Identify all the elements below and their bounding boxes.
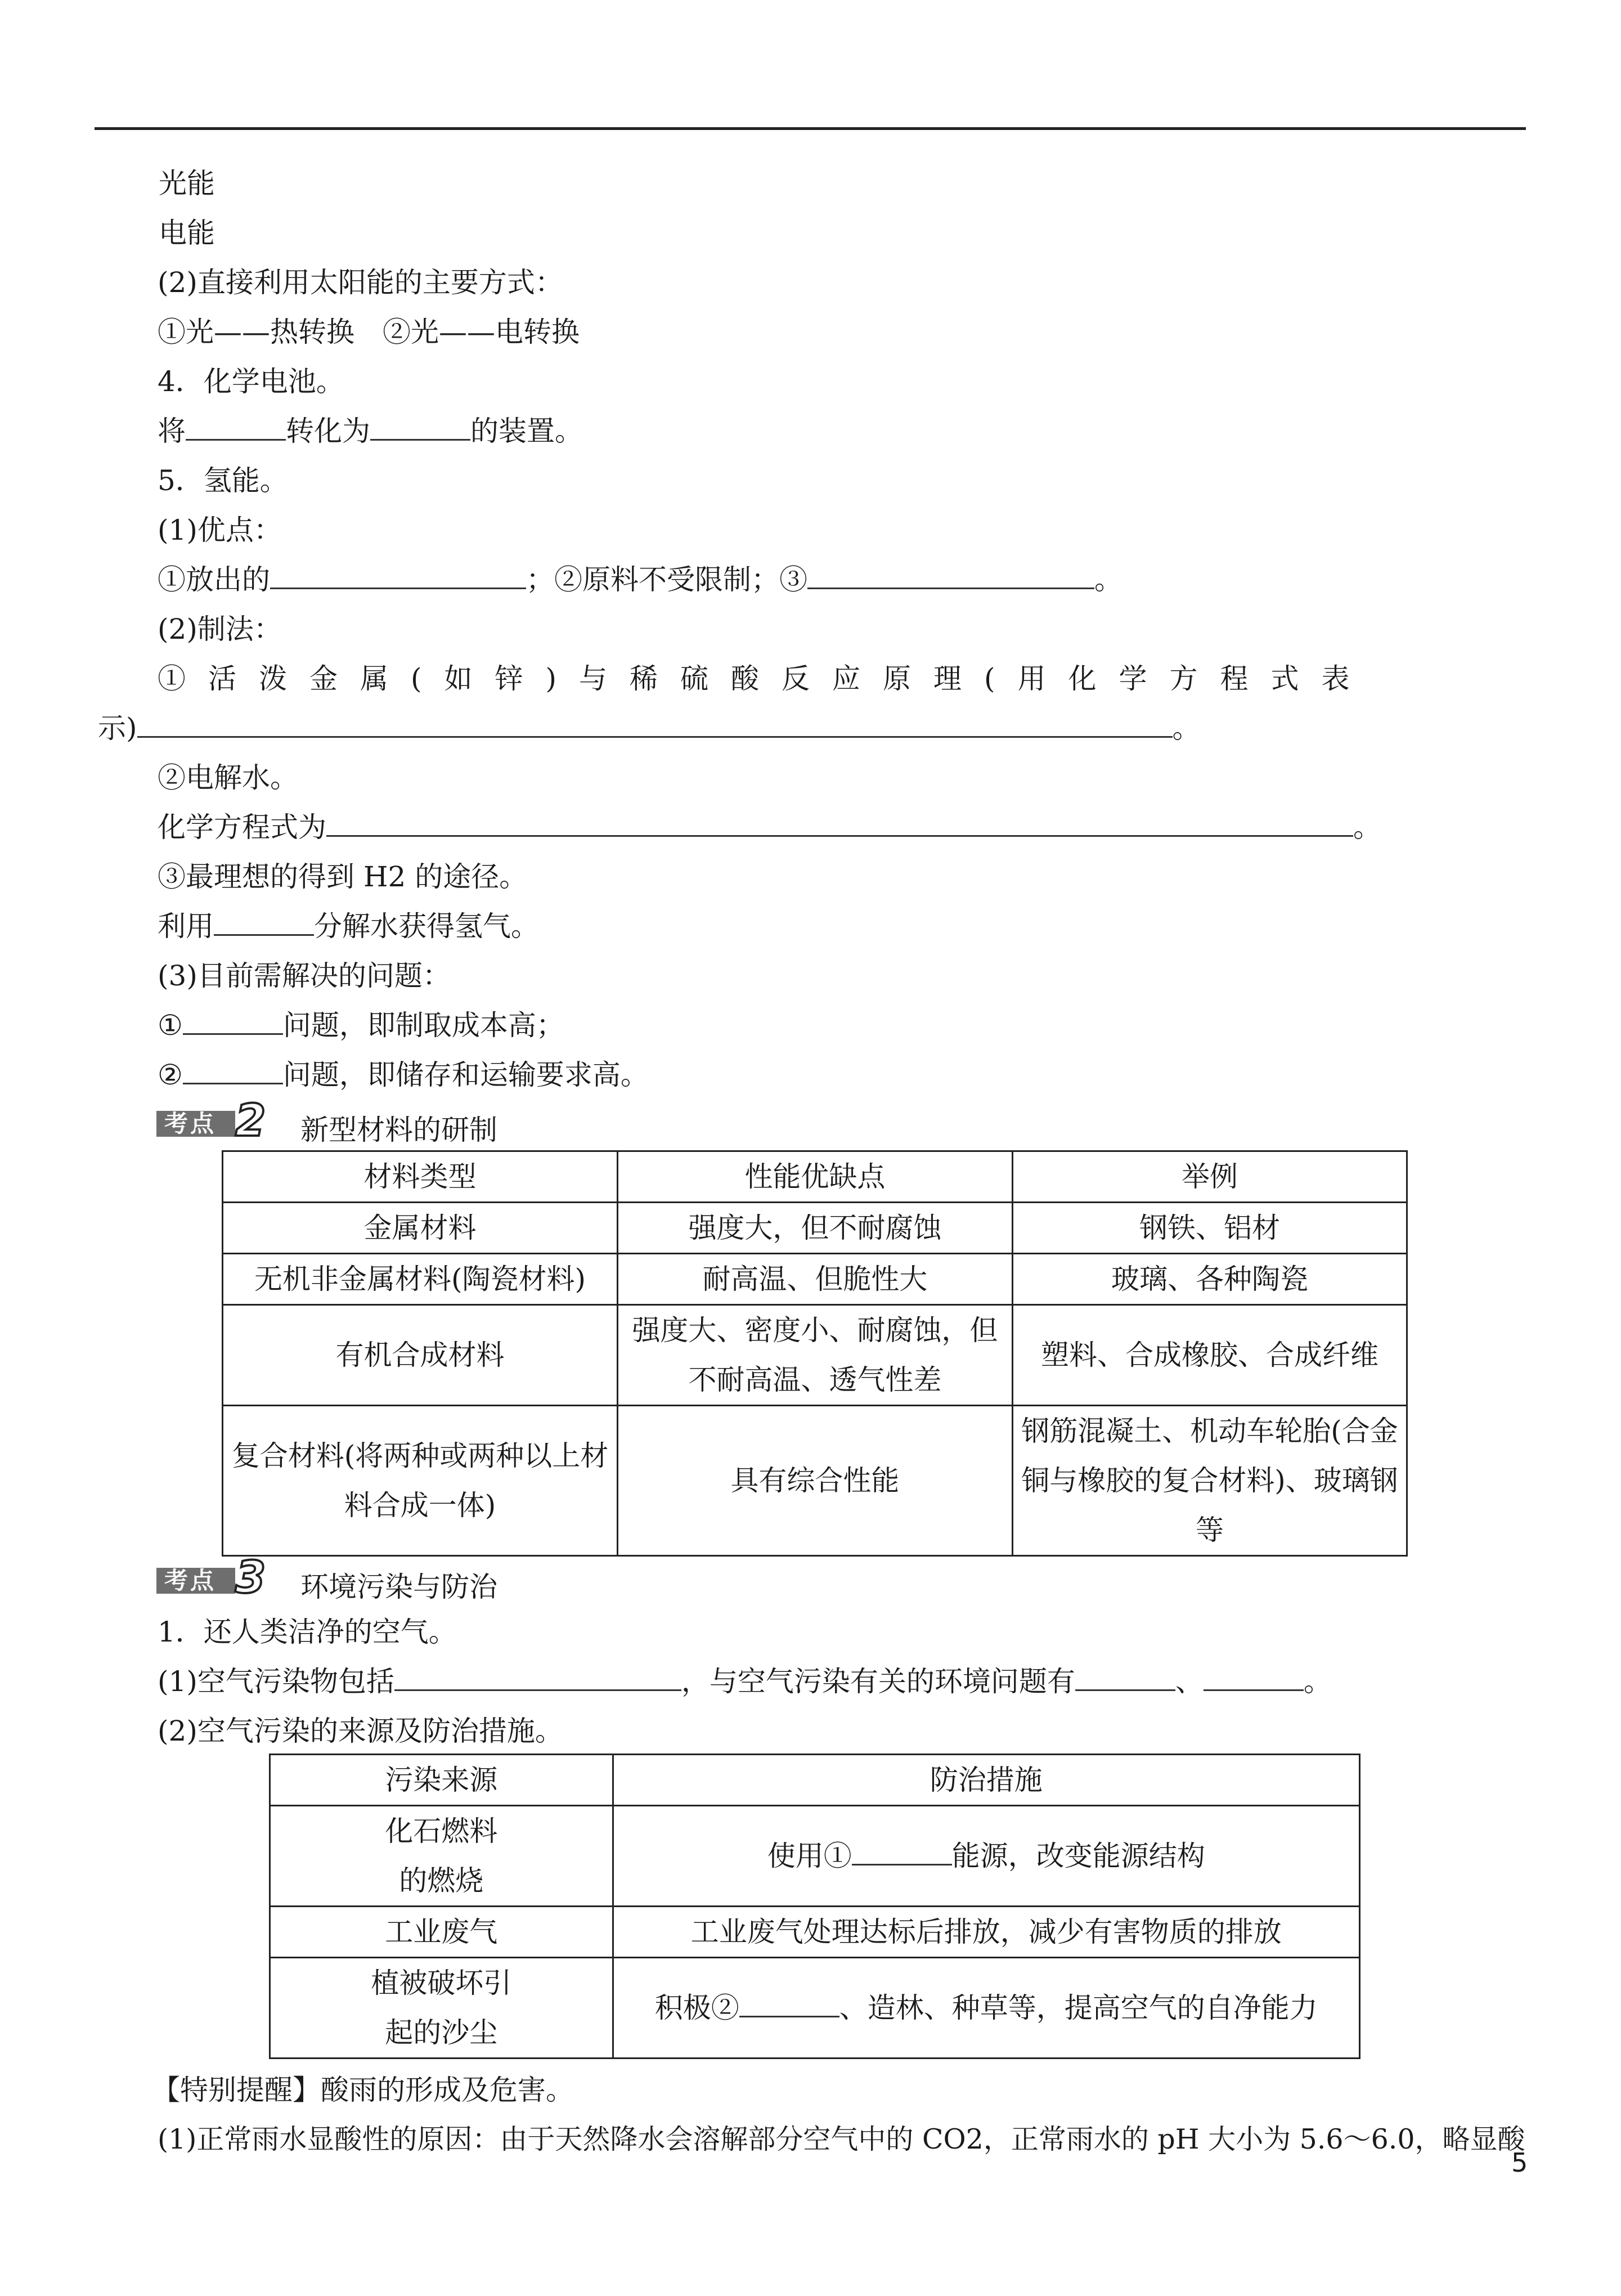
text-line: (2)空气污染的来源及防治措施。 [158, 1715, 563, 1747]
text-fragment: 使用① [767, 1840, 852, 1872]
table-cell: 强度大、密度小、耐腐蚀，但不耐高温、透气性差 [617, 1305, 1012, 1406]
text-fragment: 积极② [654, 1992, 739, 2024]
text-fragment: 将 [158, 415, 186, 447]
text-fragment: 示) [98, 712, 137, 745]
text-fragment: 的装置。 [470, 415, 583, 447]
text-line: (3)目前需解决的问题： [158, 959, 451, 992]
fill-blank-line [158, 1665, 1332, 1698]
table-cell: 钢筋混凝土、机动车轮胎(合金铜与橡胶的复合材料)、玻璃钢等 [1012, 1406, 1407, 1556]
blank [1075, 1665, 1175, 1691]
text-fragment: 。 [1172, 712, 1201, 745]
table-row [223, 1305, 1407, 1406]
text-fragment: 。 [1094, 563, 1122, 596]
text-fragment: 利用 [158, 910, 214, 943]
table-header-cell: 材料类型 [223, 1151, 618, 1203]
text-fragment: 化学方程式为 [158, 811, 326, 844]
table-cell [613, 1806, 1359, 1907]
text-line: (1)优点： [158, 514, 282, 546]
text-fragment: ① [158, 1009, 183, 1042]
text-line: ②电解水。 [158, 761, 298, 794]
text-fragment: 问题，即制取成本高； [282, 1009, 564, 1042]
header-rule [95, 127, 1526, 130]
table-cell [613, 1958, 1359, 2059]
text-line: ③最理想的得到 H2 的途径。 [158, 860, 528, 893]
table-cell: 化石燃料的燃烧 [270, 1806, 613, 1907]
table-header-row [270, 1755, 1360, 1806]
fill-blank-line [158, 414, 583, 448]
text-fragment: 能源，改变能源结构 [951, 1840, 1205, 1872]
badge-number: 2 [235, 1096, 266, 1146]
text-fragment: ② [158, 1059, 183, 1091]
table-row [270, 1806, 1360, 1907]
blank [1204, 1665, 1304, 1691]
fill-blank-line [158, 563, 1122, 597]
table-cell: 工业废气处理达标后排放，减少有害物质的排放 [613, 1907, 1359, 1958]
text-fragment: 转化为 [286, 415, 370, 447]
text-line: (2)直接利用太阳能的主要方式： [158, 266, 563, 299]
text-fragment: ，与空气污染有关的环境问题有 [681, 1665, 1075, 1698]
table-header-row [223, 1151, 1407, 1203]
badge-number: 3 [235, 1553, 266, 1603]
blank [739, 1991, 839, 2017]
blank [270, 563, 526, 589]
table-cell: 工业废气 [270, 1907, 613, 1958]
text-fragment: 。 [1303, 1665, 1332, 1698]
fill-blank-line [158, 1058, 649, 1092]
blank [852, 1839, 952, 1866]
pollution-table [269, 1754, 1360, 2059]
fill-blank-line [158, 810, 1381, 844]
text-line: ①活泼金属(如锌)与稀硫酸反应原理(用化学方程式表 [158, 662, 1372, 695]
text-fragment: (1)空气污染物包括 [158, 1665, 394, 1698]
text-fragment: ；②原料不受限制；③ [526, 563, 807, 596]
page-number: 5 [1511, 2147, 1528, 2178]
table-cell: 具有综合性能 [617, 1406, 1012, 1556]
table-cell: 复合材料(将两种或两种以上材料合成一体) [223, 1406, 618, 1556]
table-header-cell: 性能优缺点 [617, 1151, 1012, 1203]
text-fragment: 分解水获得氢气。 [314, 910, 539, 943]
table-row [270, 1907, 1360, 1958]
table-row [270, 1958, 1360, 2059]
table-cell: 钢铁、铝材 [1012, 1203, 1407, 1254]
section-badge-2 [156, 1096, 272, 1146]
text-line: ①光——热转换 ②光——电转换 [158, 316, 580, 348]
table-cell: 塑料、合成橡胶、合成纤维 [1012, 1305, 1407, 1406]
blank [214, 909, 314, 936]
text-line: 电能 [159, 217, 215, 249]
fill-blank-line [98, 711, 1201, 745]
table-cell: 强度大，但不耐腐蚀 [617, 1203, 1012, 1254]
text-line: (2)制法： [158, 613, 282, 645]
materials-table [222, 1150, 1408, 1557]
table-cell: 无机非金属材料(陶瓷材料) [223, 1254, 618, 1305]
text-fragment: 问题，即储存和运输要求高。 [282, 1059, 649, 1091]
text-fragment: 。 [1353, 811, 1381, 844]
reminder-line: 【特别提醒】酸雨的形成及危害。 [152, 2074, 574, 2106]
text-fragment: 、 [1175, 1665, 1204, 1698]
badge-label: 考点 [164, 1110, 217, 1137]
text-fragment: 、造林、种草等，提高空气的自净能力 [839, 1992, 1318, 2024]
text-line: 1．还人类洁净的空气。 [158, 1616, 457, 1648]
table-row [223, 1254, 1407, 1305]
section-title: 新型材料的研制 [300, 1114, 497, 1146]
table-cell: 玻璃、各种陶瓷 [1012, 1254, 1407, 1305]
table-header-cell: 污染来源 [270, 1755, 613, 1806]
section-title: 环境污染与防治 [300, 1571, 497, 1603]
table-header-cell: 举例 [1012, 1151, 1407, 1203]
blank [807, 563, 1094, 589]
table-cell: 有机合成材料 [223, 1305, 618, 1406]
text-fragment: ①放出的 [158, 563, 270, 596]
table-cell: 植被破坏引起的沙尘 [270, 1958, 613, 2059]
fill-blank-line [158, 909, 539, 943]
badge-label: 考点 [164, 1567, 217, 1594]
blank [326, 810, 1353, 837]
table-row [223, 1406, 1407, 1556]
table-cell: 金属材料 [223, 1203, 618, 1254]
table-row [223, 1203, 1407, 1254]
text-line: 4．化学电池。 [158, 365, 344, 398]
blank [183, 1058, 283, 1084]
text-line: 5．氢能。 [158, 464, 288, 497]
blank [137, 711, 1173, 738]
table-header-cell: 防治措施 [613, 1755, 1359, 1806]
fill-blank-line [158, 1008, 564, 1042]
blank [183, 1008, 283, 1035]
blank [186, 414, 286, 441]
text-line: 光能 [159, 167, 215, 200]
table-cell: 耐高温、但脆性大 [617, 1254, 1012, 1305]
section-badge-3 [156, 1553, 272, 1603]
blank [394, 1665, 681, 1691]
blank [370, 414, 470, 441]
text-line: (1)正常雨水显酸性的原因：由于天然降水会溶解部分空气中的 CO2，正常雨水的 pH 大小为 5.6～6.0，略显酸 [158, 2123, 1525, 2155]
